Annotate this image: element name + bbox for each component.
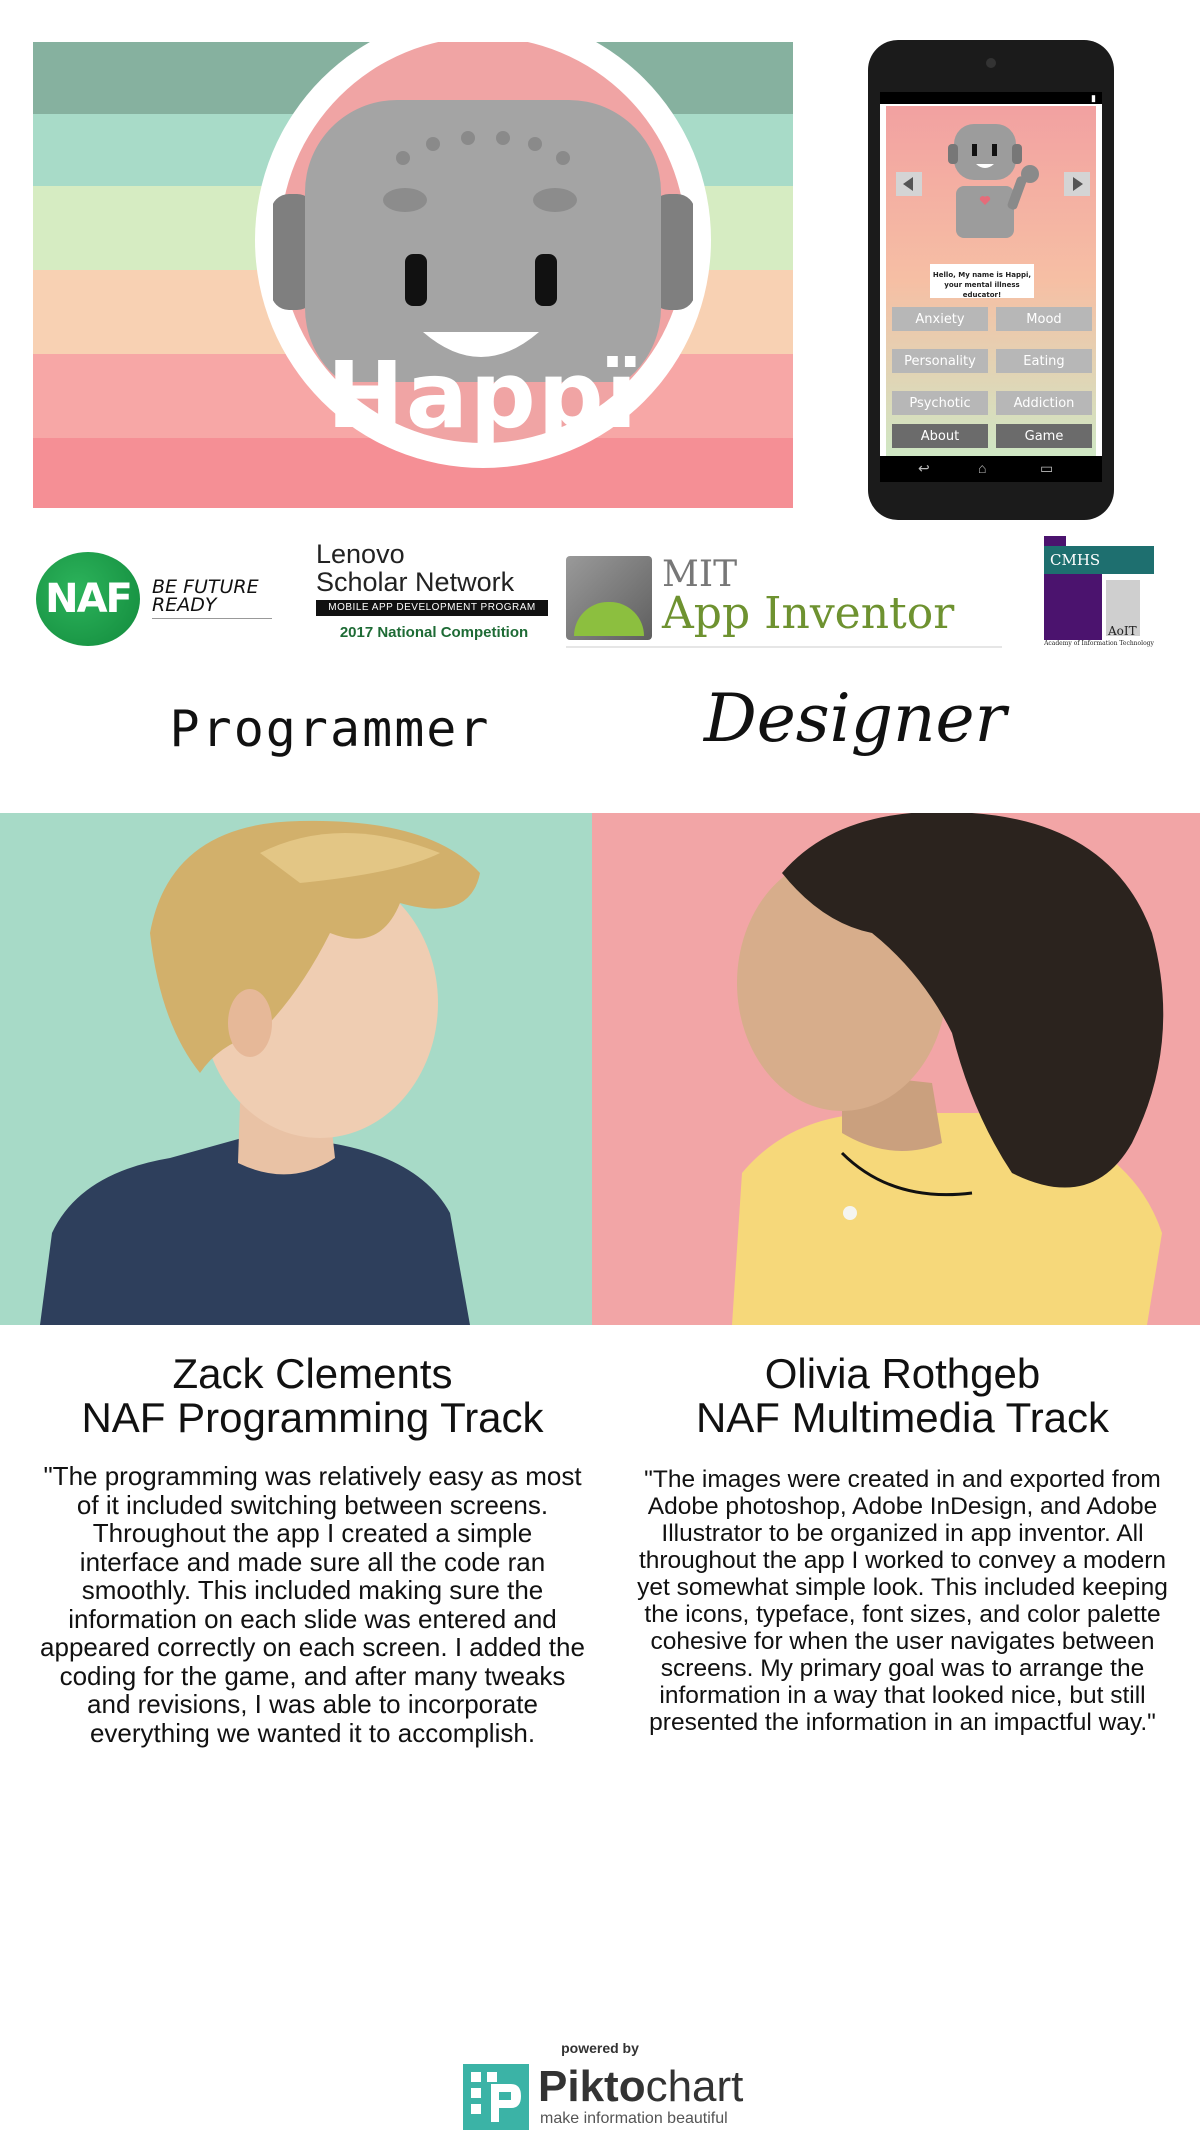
phone-button-personality[interactable]: Personality <box>892 349 988 373</box>
phone-app-screen <box>886 106 1096 456</box>
phone-screen <box>880 92 1102 482</box>
phone-button-mood[interactable]: Mood <box>996 307 1092 331</box>
bio-name-olivia <box>625 1352 1180 1440</box>
home-icon[interactable]: ⌂ <box>978 460 987 476</box>
bio-quote-olivia: "The images were created in and exported from Adobe photoshop, Adobe InDesign, and Adobe Illustrator to be organized in app inventor. All throughout the app I worked to convey a modern yet somewhat simple look. This included keeping the icons, typeface, font sizes, and color palette cohesive for when the user navigates between screens. My primary goal was to arrange the information in a way that looked nice, but still presented the information in an impactful way." <box>637 1466 1168 1736</box>
phone-button-game[interactable]: Game <box>996 424 1092 448</box>
recents-icon[interactable]: ▭ <box>1040 460 1054 476</box>
signal-battery-icon: ▮ <box>1091 93 1096 103</box>
prev-arrow-icon[interactable] <box>896 172 922 196</box>
happi-logo-text: Happï <box>326 342 640 449</box>
bio-name: Zack Clements <box>172 1350 453 1397</box>
lenovo-competition: 2017 National Competition <box>339 624 529 641</box>
piktochart-tagline: make information beautiful <box>540 2110 728 2127</box>
mit-label: MIT <box>662 554 738 595</box>
phone-button-anxiety[interactable]: Anxiety <box>892 307 988 331</box>
naf-tagline-line2: READY <box>152 594 217 616</box>
mit-app-inventor-logo <box>566 556 1002 648</box>
naf-tagline <box>152 578 272 619</box>
role-heading-designer: Designer <box>703 680 1007 757</box>
cmhs-label: CMHS <box>1044 546 1154 574</box>
phone-camera <box>986 58 996 68</box>
divider <box>566 646 1002 648</box>
cmhs-subtitle: Academy of Information Technology <box>1044 640 1154 647</box>
phone-button-psychotic[interactable]: Psychotic <box>892 391 988 415</box>
phone-mockup <box>868 40 1114 520</box>
photo-panel-zack <box>0 813 592 1325</box>
bio-track: NAF Multimedia Track <box>695 1394 1110 1441</box>
bio-name: Olivia Rothgeb <box>764 1350 1041 1397</box>
phone-nav-bar <box>880 456 1102 482</box>
robot-face-icon <box>273 82 693 382</box>
portrait-olivia-image <box>592 813 1200 1325</box>
next-arrow-icon[interactable] <box>1064 172 1090 196</box>
app-inventor-label: App Inventor <box>662 588 955 639</box>
bio-name-zack <box>40 1352 585 1440</box>
wordmark-bold: Pikto <box>538 2062 646 2111</box>
robot-icon <box>926 116 1066 256</box>
wordmark-rest: chart <box>645 2062 744 2111</box>
powered-by-label: powered by <box>561 2040 639 2056</box>
lenovo-subtitle: Scholar Network <box>316 567 515 597</box>
photo-panel-olivia <box>592 813 1200 1325</box>
piktochart-wordmark <box>538 2064 743 2110</box>
phone-status-bar <box>880 92 1102 104</box>
android-icon <box>574 602 644 636</box>
lenovo-program-band: MOBILE APP DEVELOPMENT PROGRAM <box>316 600 548 616</box>
piktochart-logo-icon <box>463 2064 529 2130</box>
lenovo-scholar-network-logo <box>316 540 552 646</box>
piktochart-footer[interactable] <box>460 2040 744 2140</box>
bio-track: NAF Programming Track <box>81 1394 544 1441</box>
bio-quote-zack: "The programming was relatively easy as most of it included switching between screens. Throughout the app I created a simple interface and made sure all the code ran smoothly. This included making sure the information on each slide was entered and appeared correctly on each screen. I added the coding for the game, and after many tweaks and revisions, I was able to incorporate everything we wanted it to accomplish. <box>40 1461 585 1748</box>
naf-tagline-line1: BE FUTURE <box>152 576 259 598</box>
phone-button-eating[interactable]: Eating <box>996 349 1092 373</box>
cmhs-aoit-logo <box>1038 536 1160 650</box>
phone-button-addiction[interactable]: Addiction <box>996 391 1092 415</box>
phone-button-about[interactable]: About <box>892 424 988 448</box>
role-heading-programmer: Programmer <box>169 700 491 758</box>
lenovo-title: Lenovo <box>316 539 405 569</box>
portrait-zack-image <box>0 813 592 1325</box>
cmhs-block-purple <box>1044 574 1102 640</box>
naf-mark: NAF <box>36 552 140 646</box>
cmhs-aoit: AoIT <box>1108 624 1137 638</box>
back-icon[interactable]: ↩ <box>918 460 930 476</box>
app-inventor-icon <box>566 556 652 640</box>
naf-logo <box>36 552 276 648</box>
happi-banner <box>33 42 793 508</box>
phone-speech-bubble: Hello, My name is Happi, your mental illness educator! <box>930 264 1034 298</box>
